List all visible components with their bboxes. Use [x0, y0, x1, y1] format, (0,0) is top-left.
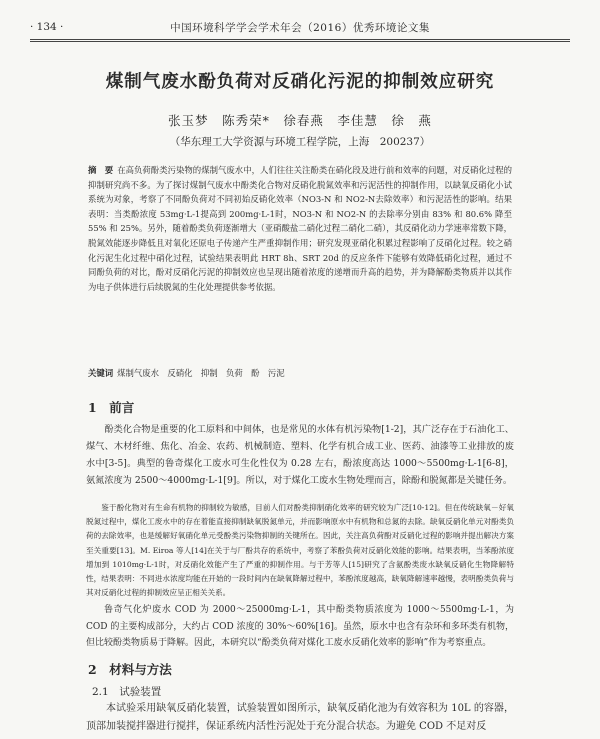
paper-title: 煤制气废水酚负荷对反硝化污泥的抑制效应研究 — [105, 72, 495, 92]
subsection-heading: 2.1 试验装置 — [92, 686, 162, 698]
keywords-label: 关键词 — [88, 368, 114, 378]
keywords — [88, 367, 512, 380]
abstract — [88, 163, 512, 294]
running-header — [30, 18, 570, 36]
section-heading-methods: 2 材料与方法 — [88, 662, 172, 677]
paragraph: 本试验采用缺氧反硝化装置，试验装置如图所示，缺氧反硝化池为有效容积为 10L 的容器，顶部加装搅拌器进行搅拌，保证系统内活性污泥处于充分混合状态。为避免 COD 不足对反 — [86, 703, 514, 733]
header-rule-bottom — [30, 41, 570, 42]
abstract-label: 摘 要 — [88, 165, 114, 175]
paragraph: 鲁奇气化炉废水 COD 为 2000～25000mg·L-1，其中酚类物质浓度为 1000～5500mg·L-1，为 COD 的主要构成部分，大约占 COD 浓度的 30%～60%[16]。虽然，原水中也含有杂环和多环类有机物，但比较酚类物质易于降解。因此，本研究以“酚类负荷对煤化工废水反硝化效率的影响”作为考察重点。 — [86, 605, 514, 649]
header-rule-top — [30, 39, 570, 40]
abstract-text: 在高负荷酚类污染物的煤制气废水中，人们往往关注酚类在硝化段及进行前和效率的问题，对反硝化过程的抑制研究尚不多。为了探讨煤制气废水中酚类化合物对反硝化脱氮效率和污泥活性的抑制作用，以缺氧反硝化小试系统为对象，考察了不同酚负荷对不同初始反硝化效率（NO3-N 和 NO2-N去除效率）和污泥活性的影响。结果表明：当类酚浓度 53mg·L-1提高到 200mg·L-1时，NO3-N 和 NO2-N 的去除率分别由 83% 和 80.6% 降至 55% 和 25%。另外，随着酚类负荷逐渐增大（亚硝酸盐二硝化过程二硝化二硝），其反硝化动力学速率常数下降，脱氮效能逐步降低且对氧化还原电子传递产生严重抑制作用；研究发现亚硝化积累过程影响了反硝化过程。较之硝化污泥生化过程中硝化过程，试验结果表明此 HRT 8h、SRT 20d 的反应条件下能够有效降低硝化过程，通过不同酚负荷的对比，酚对反硝化污泥的抑制效应也呈现出随着浓度的递增而升高的趋势，并为降解酚类物质并以其作为电子供体进行后续脱氮的生化处理提供参考依据。 — [88, 165, 512, 292]
paragraph: 酚类化合物是重要的化工原料和中间体，也是常见的水体有机污染物[1-2]，其广泛存在于石油化工、煤气、木材纤维、焦化、冶金、农药、机械制造、塑料、化学有机合成工业、医药、油漆等工业排放的废水中[3-5]。典型的鲁奇煤化工废水可生化性仅为 0.28 左右，酚浓度高达 1000～5500mg·L-1[6-8]，氨氮浓度为 2500～4000mg·L-1[9]。所以，对于煤化工废水生物处理而言，除酚和脱氮都是关键任务。 — [86, 424, 514, 486]
paper-affiliation: （华东理工大学资源与环境工程学院，上海 200237） — [169, 136, 431, 148]
page-number: · 134 · — [30, 21, 64, 33]
section-heading-intro: 1 前言 — [88, 400, 135, 415]
journal-title: 中国环境科学学会学术年会（2016）优秀环境论文集 — [170, 21, 430, 34]
keywords-text: 煤制气废水 反硝化 抑制 负荷 酚 污泥 — [117, 368, 285, 378]
paper-authors: 张玉梦 陈秀荣* 徐春燕 李佳慧 徐 燕 — [168, 113, 432, 128]
paragraph: 鉴于酚化物对有生命有机物的抑制较为敏感，目前人们对酚类抑制硝化效率的研究较为广泛[10-12]。但在传统缺氧－好氧脱氮过程中，煤化工废水中的存在着能直接抑制缺氧脱氮单元，并而影响原水中有机物和总氮的去除。缺氧反硝化单元对酚类负荷的去除效率，也是缓解好氧硝化单元受酚类污染物抑制的关键所在。因此，关注高负荷酚对反硝化过程的影响并提出解决方案至关重要[13]。M. Eiroa 等人[14]在关于与厂酚共存的系统中，考察了苯酚负荷对反硝化效能的影响。结果表明，当苯酚浓度增加到 1010mg·L-1时，对反硝化效能产生了严重的抑制作用。与于芳等人[15]研究了含氨酚类废水缺氧反硝化生物降解特性，结果表明：不同进水浓度均能在开始的一段时间内在缺氧降解过程中，苯酚浓度越高，缺氧降解速率越慢，表明酚类负荷与其对反硝化过程的抑制效应呈正相关关系。 — [86, 503, 514, 598]
